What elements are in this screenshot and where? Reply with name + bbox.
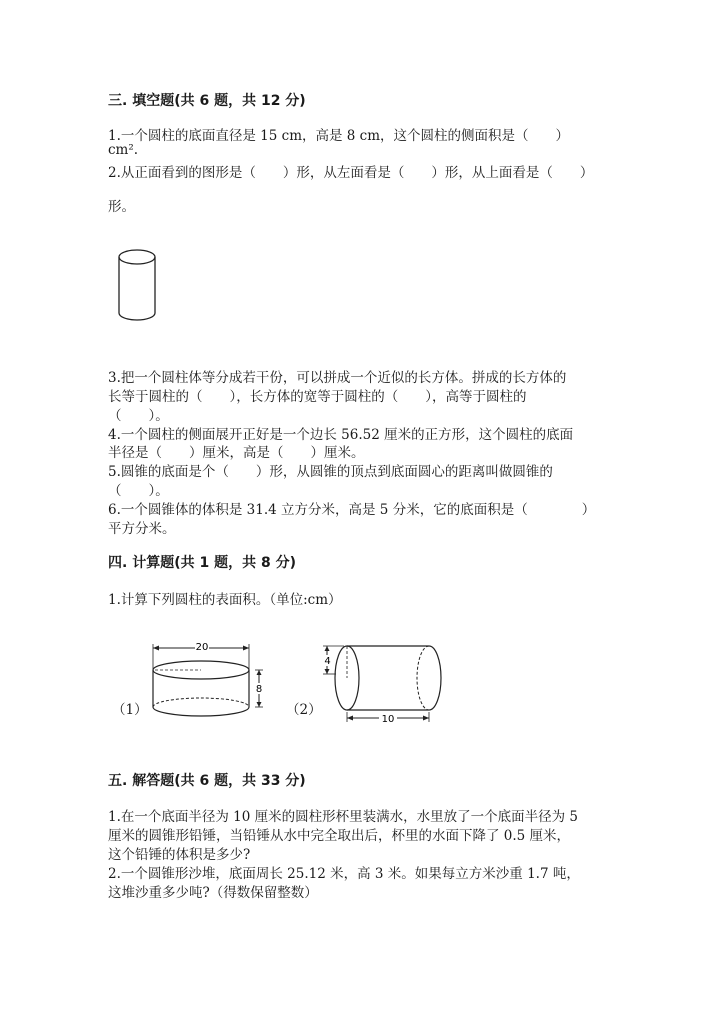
s5-q2-line1: 2.一个圆锥形沙堆，底面周长 25.12 米，高 3 米。如果每立方米沙重 1.7 吨， [108,866,580,882]
s5-q1-line3: 这个铅锤的体积是多少? [108,847,251,863]
s3-q5-line1: 5.圆锥的底面是个（ ）形，从圆锥的顶点到底面圆心的距离叫做圆锥的 [108,464,553,480]
s3-q4-line1: 4.一个圆柱的侧面展开正好是一个边长 56.52 厘米的正方形，这个圆柱的底面 [108,427,574,443]
fig1-width-label: 20 [195,642,209,653]
fig1-label: （1） [112,702,148,718]
s3-q3-line2: 长等于圆柱的（ ），长方体的宽等于圆柱的（ ），高等于圆柱的 [108,389,527,405]
section3-heading: 三. 填空题(共 6 题，共 12 分) [108,93,306,109]
cylinder-figure-1 [145,638,270,723]
s3-q1-line2: cm². [108,142,139,158]
section5-heading: 五. 解答题(共 6 题，共 33 分) [108,773,306,789]
fig2-height-label: 4 [324,656,331,667]
s3-q4-line2: 半径是（ ）厘米，高是（ ）厘米。 [108,445,365,461]
s3-q2-line2: 形。 [108,199,135,215]
s3-q6-line1: 6.一个圆锥体的体积是 31.4 立方分米，高是 5 分米，它的底面积是（ ） [108,502,596,518]
s3-q1-line1: 1.一个圆柱的底面直径是 15 cm，高是 8 cm，这个圆柱的侧面积是（ ） [108,128,570,144]
fig2-length-label: 10 [381,714,395,725]
s4-q1-line: 1.计算下列圆柱的表面积。（单位:cm） [108,592,342,608]
s5-q1-line1: 1.在一个底面半径为 10 厘米的圆柱形杯里装满水，水里放了一个底面半径为 5 [108,809,579,825]
s3-q2-line1: 2.从正面看到的图形是（ ）形，从左面看是（ ）形，从上面看是（ ） [108,165,594,181]
s5-q2-line2: 这堆沙重多少吨?（得数保留整数） [108,885,318,901]
cylinder-figure-2 [318,638,448,728]
s3-q6-line2: 平方分米。 [108,521,176,537]
fig1-height-label: 8 [255,684,263,695]
s5-q1-line2: 厘米的圆锥形铅锤，当铅锤从水中完全取出后，杯里的水面下降了 0.5 厘米， [108,828,571,844]
s3-q5-line2: （ ）。 [108,483,169,499]
section4-heading: 四. 计算题(共 1 题，共 8 分) [108,555,296,571]
fig2-label: （2） [286,702,322,718]
s3-q3-line3: （ ）。 [108,408,169,424]
s3-q3-line1: 3.把一个圆柱体等分成若干份，可以拼成一个近似的长方体。拼成的长方体的 [108,370,567,386]
cylinder-figure [112,245,162,325]
